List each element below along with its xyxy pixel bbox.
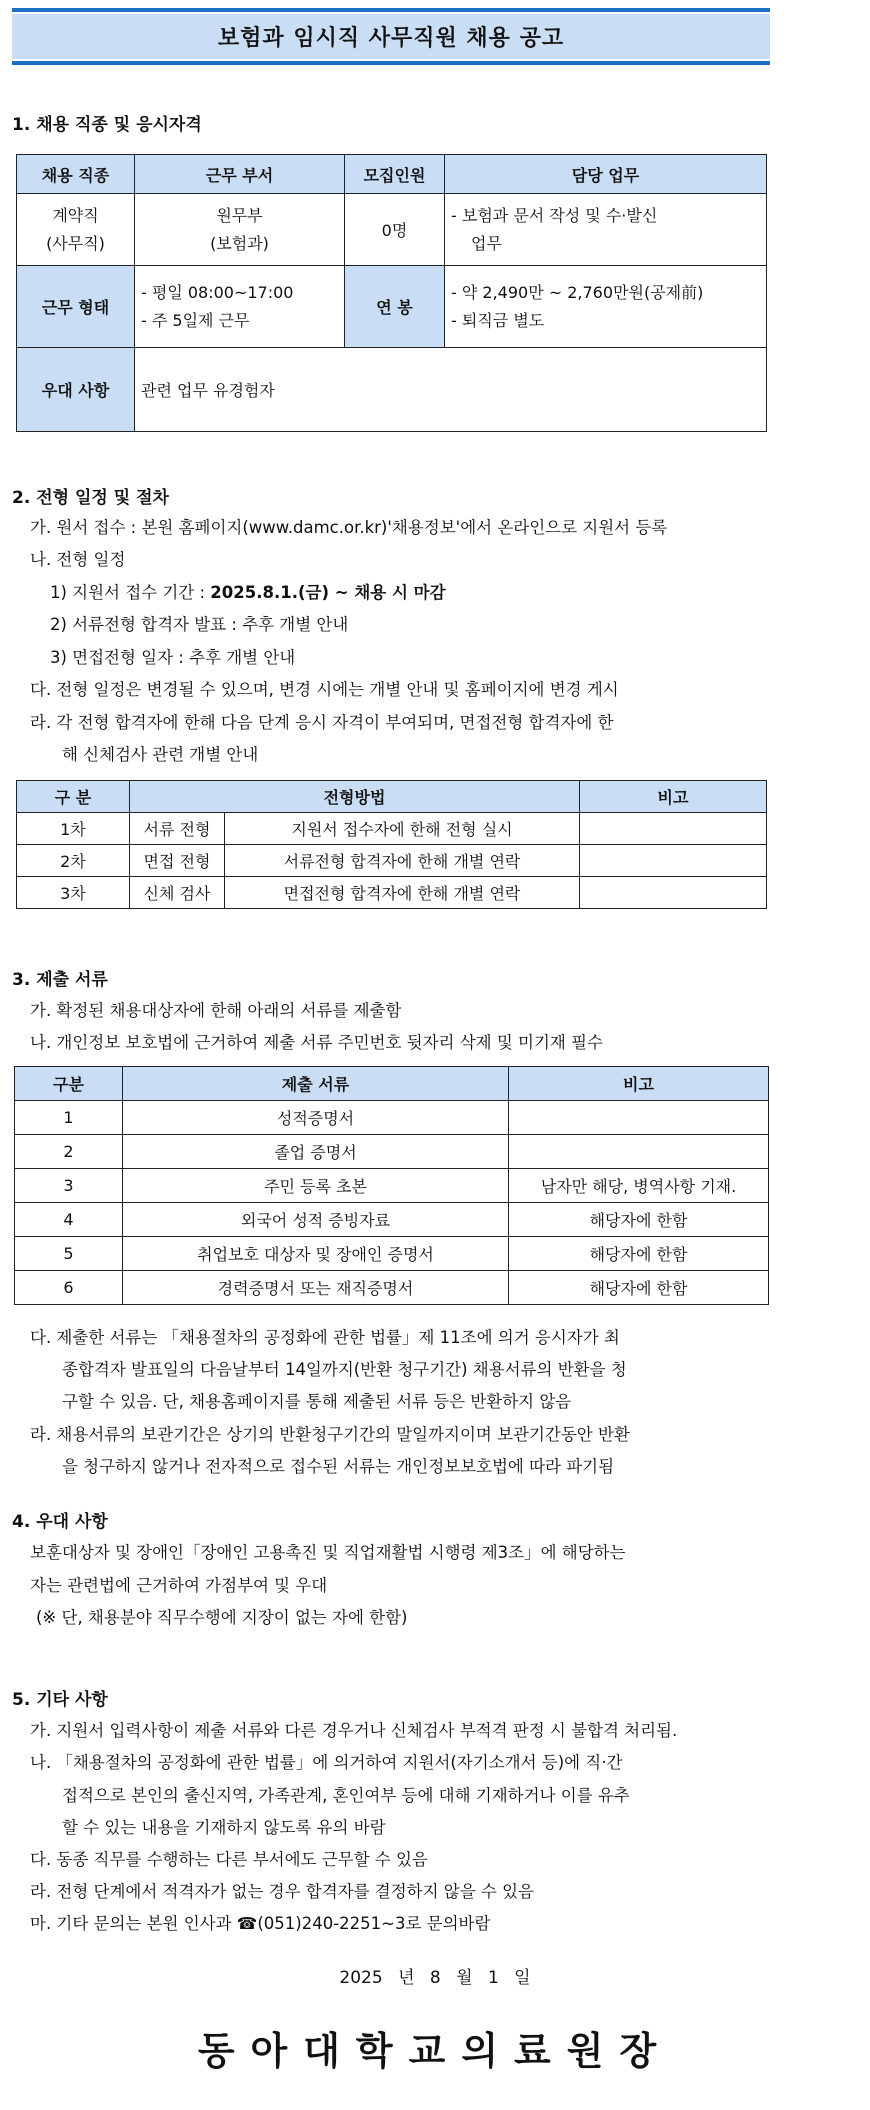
work-form-cell	[135, 266, 345, 348]
doc-cell: 경력증명서 또는 재직증명서	[123, 1271, 509, 1305]
section2-title: 2. 전형 일정 및 절차	[12, 488, 169, 508]
section5-line: 라. 전형 단계에서 적격자가 없는 경우 합격자를 결정하지 않을 수 있음	[30, 1882, 534, 1901]
section2-line: 라. 각 전형 합격자에 한해 다음 단계 응시 자격이 부여되며, 면접전형 합격자에 한	[30, 713, 614, 732]
no-cell: 2	[15, 1135, 123, 1169]
section5-line: 나. 「채용절차의 공정화에 관한 법률」에 의거하여 지원서(자기소개서 등)에 직·간	[30, 1753, 623, 1772]
section1-title: 1. 채용 직종 및 응시자격	[12, 115, 202, 135]
table-row	[15, 1271, 769, 1305]
title-banner	[12, 8, 770, 65]
issue-date: 2025 년 8 월 1 일	[339, 1968, 531, 1988]
table-row	[17, 877, 767, 909]
doc-cell: 취업보호 대상자 및 장애인 증명서	[123, 1237, 509, 1271]
section4-line: (※ 단, 채용분야 직무수행에 지장이 없는 자에 한함)	[36, 1608, 408, 1627]
remark-cell: 남자만 해당, 병역사항 기재.	[509, 1169, 769, 1203]
section3-note-line: 종합격자 발표일의 다음날부터 14일까지(반환 청구기간) 채용서류의 반환을 청	[62, 1360, 627, 1379]
header-count: 모집인원	[345, 155, 445, 194]
section2-line: 2) 서류전형 합격자 발표 : 추후 개별 안내	[50, 615, 349, 634]
method-cell: 신체 검사	[130, 877, 225, 909]
remark-cell: 해당자에 한함	[509, 1237, 769, 1271]
section3-title: 3. 제출 서류	[12, 970, 108, 990]
work-form-label: 근무 형태	[17, 266, 135, 348]
header-no: 구분	[15, 1067, 123, 1101]
dept-line: 원무부	[216, 205, 263, 225]
section2-line-application-period	[50, 579, 446, 603]
salary-line: - 퇴직금 별도	[451, 310, 545, 330]
document-title: 보험과 임시직 사무직원 채용 공고	[12, 14, 770, 59]
application-period-value: 2025.8.1.(금) ~ 채용 시 마감	[210, 583, 446, 602]
method-cell: 서류 전형	[130, 813, 225, 845]
job-type-cell	[17, 194, 135, 266]
header-note: 비고	[580, 781, 767, 813]
header-dept: 근무 부서	[135, 155, 345, 194]
section5-line: 다. 동종 직무를 수행하는 다른 부서에도 근무할 수 있음	[30, 1850, 428, 1869]
section5-title: 5. 기타 사항	[12, 1690, 108, 1710]
stage-cell: 2차	[17, 845, 130, 877]
method-cell: 면접 전형	[130, 845, 225, 877]
preference-cell: 관련 업무 유경험자	[135, 348, 767, 432]
dept-line: (보험과)	[210, 233, 269, 253]
section3-line: 가. 확정된 채용대상자에 한해 아래의 서류를 제출함	[30, 1001, 402, 1020]
note-cell	[580, 877, 767, 909]
duty-line: - 보험과 문서 작성 및 수·발신	[451, 205, 658, 225]
header-stage: 구 분	[17, 781, 130, 813]
section4-line: 보훈대상자 및 장애인「장애인 고용촉진 및 직업재활법 시행령 제3조」에 해당하는	[30, 1543, 626, 1562]
section5-line: 접적으로 본인의 출신지역, 가족관계, 혼인여부 등에 대해 기재하거나 이를 유추	[62, 1786, 630, 1805]
work-form-line: - 평일 08:00~17:00	[141, 282, 294, 302]
desc-cell: 지원서 접수자에 한해 전형 실시	[225, 813, 580, 845]
section5-line: 할 수 있는 내용을 기재하지 않도록 유의 바람	[62, 1818, 386, 1837]
remark-cell: 해당자에 한함	[509, 1203, 769, 1237]
salary-line: - 약 2,490만 ~ 2,760만원(공제前)	[451, 282, 704, 302]
header-job-type: 채용 직종	[17, 155, 135, 194]
note-cell	[580, 813, 767, 845]
doc-cell: 외국어 성적 증빙자료	[123, 1203, 509, 1237]
preference-label: 우대 사항	[17, 348, 135, 432]
remark-cell	[509, 1101, 769, 1135]
dept-cell	[135, 194, 345, 266]
section3-note-line: 을 청구하지 않거나 전자적으로 접수된 서류는 개인정보보호법에 따라 파기됨	[62, 1457, 615, 1476]
no-cell: 3	[15, 1169, 123, 1203]
issuer-signature: 동아대학교의료원장	[197, 2028, 673, 2073]
recruit-info-table	[16, 154, 767, 432]
stage-cell: 3차	[17, 877, 130, 909]
desc-cell: 서류전형 합격자에 한해 개별 연락	[225, 845, 580, 877]
no-cell: 5	[15, 1237, 123, 1271]
section4-title: 4. 우대 사항	[12, 1512, 108, 1532]
section5-line: 마. 기타 문의는 본원 인사과 ☎(051)240-2251~3로 문의바람	[30, 1914, 491, 1933]
job-type-line: 계약직	[52, 205, 99, 225]
salary-label: 연 봉	[345, 266, 445, 348]
no-cell: 6	[15, 1271, 123, 1305]
table-row	[15, 1135, 769, 1169]
section5-line: 가. 지원서 입력사항이 제출 서류와 다른 경우거나 신체검사 부적격 판정 시 불합격 처리됨.	[30, 1721, 678, 1740]
remark-cell: 해당자에 한함	[509, 1271, 769, 1305]
section2-line: 3) 면접전형 일자 : 추후 개별 안내	[50, 648, 296, 667]
table-row	[17, 813, 767, 845]
section2-line: 다. 전형 일정은 변경될 수 있으며, 변경 시에는 개별 안내 및 홈페이지에 변경 게시	[30, 680, 619, 699]
no-cell: 1	[15, 1101, 123, 1135]
job-type-line: (사무직)	[46, 233, 105, 253]
table-row	[17, 845, 767, 877]
no-cell: 4	[15, 1203, 123, 1237]
table-row	[15, 1237, 769, 1271]
documents-table	[14, 1066, 769, 1305]
banner-bottom-rule	[12, 61, 770, 65]
section3-line: 나. 개인정보 보호법에 근거하여 제출 서류 주민번호 뒷자리 삭제 및 미기재 필수	[30, 1033, 603, 1052]
stage-cell: 1차	[17, 813, 130, 845]
section2-line: 가. 원서 접수 : 본원 홈페이지(www.damc.or.kr)'채용정보'에서 온라인으로 지원서 등록	[30, 518, 668, 537]
desc-cell: 면접전형 합격자에 한해 개별 연락	[225, 877, 580, 909]
doc-cell: 성적증명서	[123, 1101, 509, 1135]
table-row	[15, 1101, 769, 1135]
header-duty: 담당 업무	[445, 155, 767, 194]
banner-top-rule	[12, 8, 770, 12]
salary-cell	[445, 266, 767, 348]
header-document: 제출 서류	[123, 1067, 509, 1101]
work-form-line: - 주 5일제 근무	[141, 310, 250, 330]
table-row	[15, 1203, 769, 1237]
application-period-label: 1) 지원서 접수 기간 :	[50, 583, 211, 602]
duty-cell	[445, 194, 767, 266]
doc-cell: 졸업 증명서	[123, 1135, 509, 1169]
section4-line: 자는 관련법에 근거하여 가점부여 및 우대	[30, 1576, 328, 1595]
section3-note-line: 라. 채용서류의 보관기간은 상기의 반환청구기간의 말일까지이며 보관기간동안 반환	[30, 1425, 630, 1444]
doc-cell: 주민 등록 초본	[123, 1169, 509, 1203]
header-remark: 비고	[509, 1067, 769, 1101]
note-cell	[580, 845, 767, 877]
header-method: 전형방법	[130, 781, 580, 813]
section3-note-line: 구할 수 있음. 단, 채용홈페이지를 통해 제출된 서류 등은 반환하지 않음	[62, 1392, 572, 1411]
duty-line: 업무	[471, 233, 502, 253]
section2-line: 나. 전형 일정	[30, 550, 126, 569]
section2-line: 해 신체검사 관련 개별 안내	[62, 745, 259, 764]
remark-cell	[509, 1135, 769, 1169]
selection-process-table	[16, 780, 767, 909]
count-cell: 0명	[345, 194, 445, 266]
table-row	[15, 1169, 769, 1203]
section3-note-line: 다. 제출한 서류는 「채용절차의 공정화에 관한 법률」제 11조에 의거 응시자가 최	[30, 1328, 620, 1347]
